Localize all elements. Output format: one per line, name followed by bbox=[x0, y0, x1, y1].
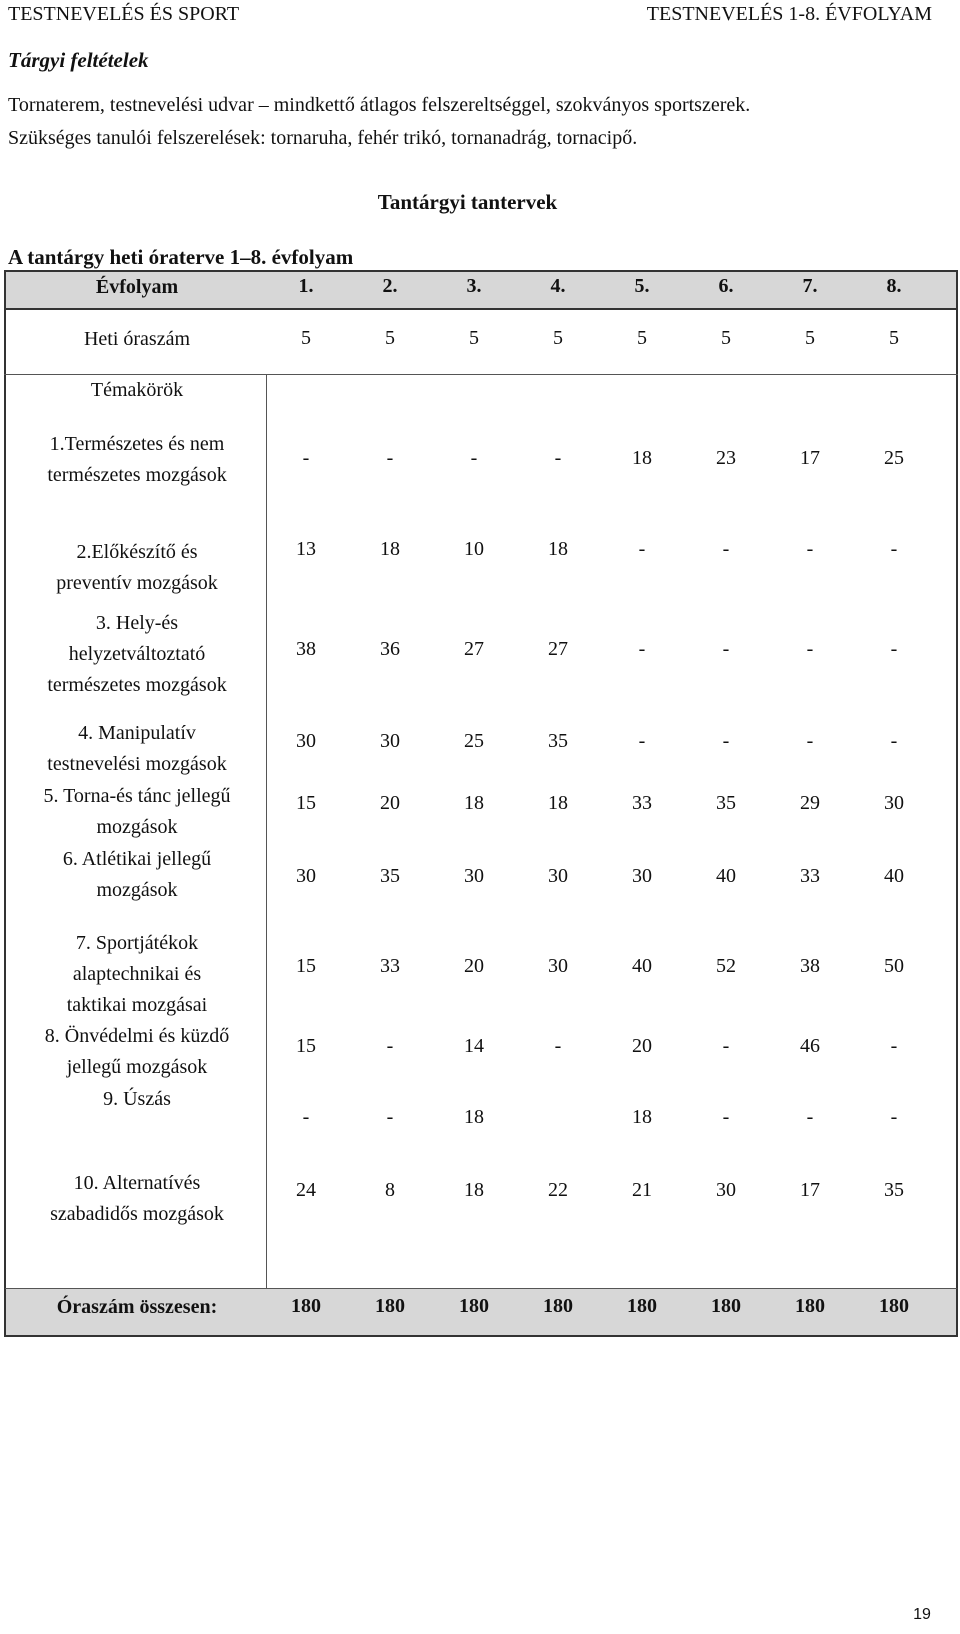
topic-hours-cell: - bbox=[890, 638, 898, 660]
topic-hours-cell: - bbox=[554, 447, 562, 469]
total-hours-cell: 180 bbox=[375, 1295, 405, 1317]
topic-label-line: preventív mozgások bbox=[56, 572, 218, 594]
topic-hours-cell: 35 bbox=[380, 865, 400, 887]
topic-hours-cell: 25 bbox=[464, 730, 484, 752]
topic-hours-cell: - bbox=[722, 538, 730, 560]
topic-label bbox=[8, 928, 266, 1021]
grade-cell: 3. bbox=[466, 275, 482, 297]
total-hours-cell: 180 bbox=[543, 1295, 573, 1317]
topic-hours-cell: - bbox=[470, 447, 478, 469]
topic-hours-cell: 17 bbox=[800, 1179, 820, 1201]
grade-cell: 8. bbox=[886, 275, 902, 297]
topic-hours-cell: 15 bbox=[296, 955, 316, 977]
topic-hours-cell: 52 bbox=[716, 955, 736, 977]
topic-hours-cell: 46 bbox=[800, 1035, 820, 1057]
topic-hours-cell: 27 bbox=[548, 638, 568, 660]
topic-hours-cell: - bbox=[806, 538, 814, 560]
weekly-hours-cell: 5 bbox=[721, 327, 731, 349]
topic-hours-cell: - bbox=[302, 1106, 310, 1128]
grade-cell: 7. bbox=[802, 275, 818, 297]
weekly-hours-cell: 5 bbox=[301, 327, 311, 349]
topic-label-line: 3. Hely-és bbox=[95, 612, 179, 634]
topic-hours-cell: - bbox=[890, 1106, 898, 1128]
topic-label bbox=[8, 844, 266, 906]
topic-label-line: alaptechnikai és bbox=[72, 963, 202, 985]
topic-hours-cell: - bbox=[806, 730, 814, 752]
topic-label bbox=[8, 718, 266, 780]
topic-hours-cell: 35 bbox=[716, 792, 736, 814]
running-header-left: TESTNEVELÉS ÉS SPORT bbox=[8, 3, 240, 25]
curriculum-title: Tantárgyi tantervek bbox=[377, 190, 558, 214]
paragraph-equipment: Szükséges tanulói felszerelések: tornaruha, fehér trikó, tornanadrág, tornacipő. bbox=[8, 127, 638, 149]
topic-hours-cell: 15 bbox=[296, 792, 316, 814]
topic-hours-cell: 18 bbox=[380, 538, 400, 560]
topic-hours-cell: - bbox=[302, 447, 310, 469]
topic-hours-cell: 30 bbox=[296, 730, 316, 752]
topic-hours-cell: 23 bbox=[716, 447, 736, 469]
topic-hours-cell: 27 bbox=[464, 638, 484, 660]
topic-hours-cell: - bbox=[806, 638, 814, 660]
grade-cell: 5. bbox=[634, 275, 650, 297]
topic-hours-cell: - bbox=[722, 638, 730, 660]
topic-label-line: 10. Alternatívés bbox=[73, 1172, 201, 1194]
topic-label-line: helyzetváltoztató bbox=[68, 643, 206, 665]
topic-hours-cell: - bbox=[890, 538, 898, 560]
topic-hours-cell: - bbox=[722, 1106, 730, 1128]
topic-label-line: természetes mozgások bbox=[47, 674, 227, 696]
topic-hours-cell: - bbox=[890, 1035, 898, 1057]
topic-label bbox=[8, 781, 266, 843]
weekly-hours-cell: 5 bbox=[637, 327, 647, 349]
topic-label-line: mozgások bbox=[96, 879, 178, 901]
topic-hours-cell: 8 bbox=[385, 1179, 395, 1201]
weekly-hours-cell: 5 bbox=[553, 327, 563, 349]
total-hours-cell: 180 bbox=[795, 1295, 825, 1317]
paragraph-facilities: Tornaterem, testnevelési udvar – mindkettő átlagos felszereltséggel, szokványos sportszerek. bbox=[8, 94, 751, 116]
topic-label-line: testnevelési mozgások bbox=[47, 753, 227, 775]
topic-hours-cell: - bbox=[890, 730, 898, 752]
topic-label-line: szabadidős mozgások bbox=[50, 1203, 224, 1225]
timetable-title: A tantárgy heti óraterve 1–8. évfolyam bbox=[8, 245, 354, 269]
weekly-hours-label: Heti óraszám bbox=[83, 328, 191, 350]
topic-hours-cell: 20 bbox=[380, 792, 400, 814]
topic-hours-cell: - bbox=[386, 447, 394, 469]
topic-hours-cell: 15 bbox=[296, 1035, 316, 1057]
topic-hours-cell: 18 bbox=[548, 538, 568, 560]
topic-hours-cell: 40 bbox=[716, 865, 736, 887]
topic-hours-cell: 30 bbox=[380, 730, 400, 752]
topic-hours-cell: 30 bbox=[548, 865, 568, 887]
topic-hours-cell: 20 bbox=[632, 1035, 652, 1057]
topic-label bbox=[8, 1084, 266, 1115]
topic-hours-cell: 30 bbox=[716, 1179, 736, 1201]
topic-label-line: 6. Atlétikai jellegű bbox=[62, 848, 212, 870]
topic-hours-cell: 30 bbox=[464, 865, 484, 887]
topic-hours-cell: 18 bbox=[548, 792, 568, 814]
total-hours-cell: 180 bbox=[879, 1295, 909, 1317]
topic-hours-cell: 40 bbox=[632, 955, 652, 977]
topic-label bbox=[8, 537, 266, 599]
weekly-hours-cell: 5 bbox=[385, 327, 395, 349]
weekly-hours-cell: 5 bbox=[889, 327, 899, 349]
grade-cell: 4. bbox=[550, 275, 566, 297]
topic-hours-cell: 25 bbox=[884, 447, 904, 469]
weekly-hours-cell: 5 bbox=[469, 327, 479, 349]
topic-hours-cell: 33 bbox=[800, 865, 820, 887]
topic-label bbox=[8, 429, 266, 491]
topic-hours-cell: - bbox=[554, 1035, 562, 1057]
total-hours-cell: 180 bbox=[627, 1295, 657, 1317]
topic-label-line: 9. Úszás bbox=[103, 1088, 171, 1110]
topic-hours-cell: 30 bbox=[548, 955, 568, 977]
topic-hours-cell: 21 bbox=[632, 1179, 652, 1201]
topics-label: Témakörök bbox=[90, 379, 184, 401]
topic-hours-cell: 18 bbox=[464, 1106, 484, 1128]
grade-cell: 6. bbox=[718, 275, 734, 297]
topic-hours-cell: - bbox=[386, 1106, 394, 1128]
topic-label-line: 2.Előkészítő és bbox=[76, 541, 198, 563]
topic-label-line: 8. Önvédelmi és küzdő bbox=[44, 1025, 230, 1047]
topic-hours-cell: 20 bbox=[464, 955, 484, 977]
topic-hours-cell: 30 bbox=[884, 792, 904, 814]
grade-cell: 1. bbox=[298, 275, 314, 297]
topic-hours-cell: 18 bbox=[632, 1106, 652, 1128]
topic-label bbox=[8, 1021, 266, 1083]
topic-hours-cell: 36 bbox=[380, 638, 400, 660]
topic-label-line: természetes mozgások bbox=[47, 464, 227, 486]
topic-label-line: jellegű mozgások bbox=[66, 1056, 208, 1078]
topic-hours-cell: 38 bbox=[800, 955, 820, 977]
total-hours-cell: 180 bbox=[711, 1295, 741, 1317]
topic-hours-cell: - bbox=[638, 638, 646, 660]
topic-hours-cell: 35 bbox=[884, 1179, 904, 1201]
topic-hours-cell: 18 bbox=[464, 1179, 484, 1201]
topic-hours-cell: 22 bbox=[548, 1179, 568, 1201]
topic-hours-cell: 13 bbox=[296, 538, 316, 560]
grade-header-label: Évfolyam bbox=[95, 276, 179, 298]
topic-hours-cell: - bbox=[806, 1106, 814, 1128]
topic-hours-cell: 33 bbox=[632, 792, 652, 814]
topic-label bbox=[8, 1168, 266, 1230]
grade-cell: 2. bbox=[382, 275, 398, 297]
section-title: Tárgyi feltételek bbox=[8, 48, 149, 72]
total-hours-cell: 180 bbox=[291, 1295, 321, 1317]
weekly-hours-cell: 5 bbox=[805, 327, 815, 349]
topic-hours-cell: - bbox=[722, 730, 730, 752]
topic-hours-cell: - bbox=[638, 538, 646, 560]
topic-hours-cell: 50 bbox=[884, 955, 904, 977]
running-header-right: TESTNEVELÉS 1-8. ÉVFOLYAM bbox=[646, 3, 932, 25]
topic-hours-cell: 18 bbox=[632, 447, 652, 469]
column-divider bbox=[266, 374, 267, 1288]
topic-hours-cell: 24 bbox=[296, 1179, 316, 1201]
topic-hours-cell: 17 bbox=[800, 447, 820, 469]
total-hours-label: Óraszám összesen: bbox=[56, 1296, 218, 1318]
topic-hours-cell: 30 bbox=[296, 865, 316, 887]
topic-hours-cell: 38 bbox=[296, 638, 316, 660]
topic-hours-cell: 10 bbox=[464, 538, 484, 560]
topic-hours-cell: 30 bbox=[632, 865, 652, 887]
total-hours-cell: 180 bbox=[459, 1295, 489, 1317]
topic-label-line: taktikai mozgásai bbox=[66, 994, 208, 1016]
page-number: 19 bbox=[913, 1606, 931, 1623]
topic-hours-cell: 29 bbox=[800, 792, 820, 814]
topic-hours-cell: - bbox=[722, 1035, 730, 1057]
topic-hours-cell: 14 bbox=[464, 1035, 484, 1057]
topic-hours-cell: - bbox=[386, 1035, 394, 1057]
topic-label-line: 4. Manipulatív bbox=[78, 722, 196, 744]
topic-label-line: 1.Természetes és nem bbox=[49, 433, 225, 455]
topic-label-line: 7. Sportjátékok bbox=[75, 932, 199, 954]
topic-hours-cell: 35 bbox=[548, 730, 568, 752]
topic-label-line: 5. Torna-és tánc jellegű bbox=[43, 785, 231, 807]
topic-hours-cell: 33 bbox=[380, 955, 400, 977]
hours-table bbox=[4, 270, 958, 1337]
topic-hours-cell: 40 bbox=[884, 865, 904, 887]
topic-hours-cell: 18 bbox=[464, 792, 484, 814]
topic-hours-cell: - bbox=[638, 730, 646, 752]
topic-label bbox=[8, 608, 266, 701]
topic-label-line: mozgások bbox=[96, 816, 178, 838]
